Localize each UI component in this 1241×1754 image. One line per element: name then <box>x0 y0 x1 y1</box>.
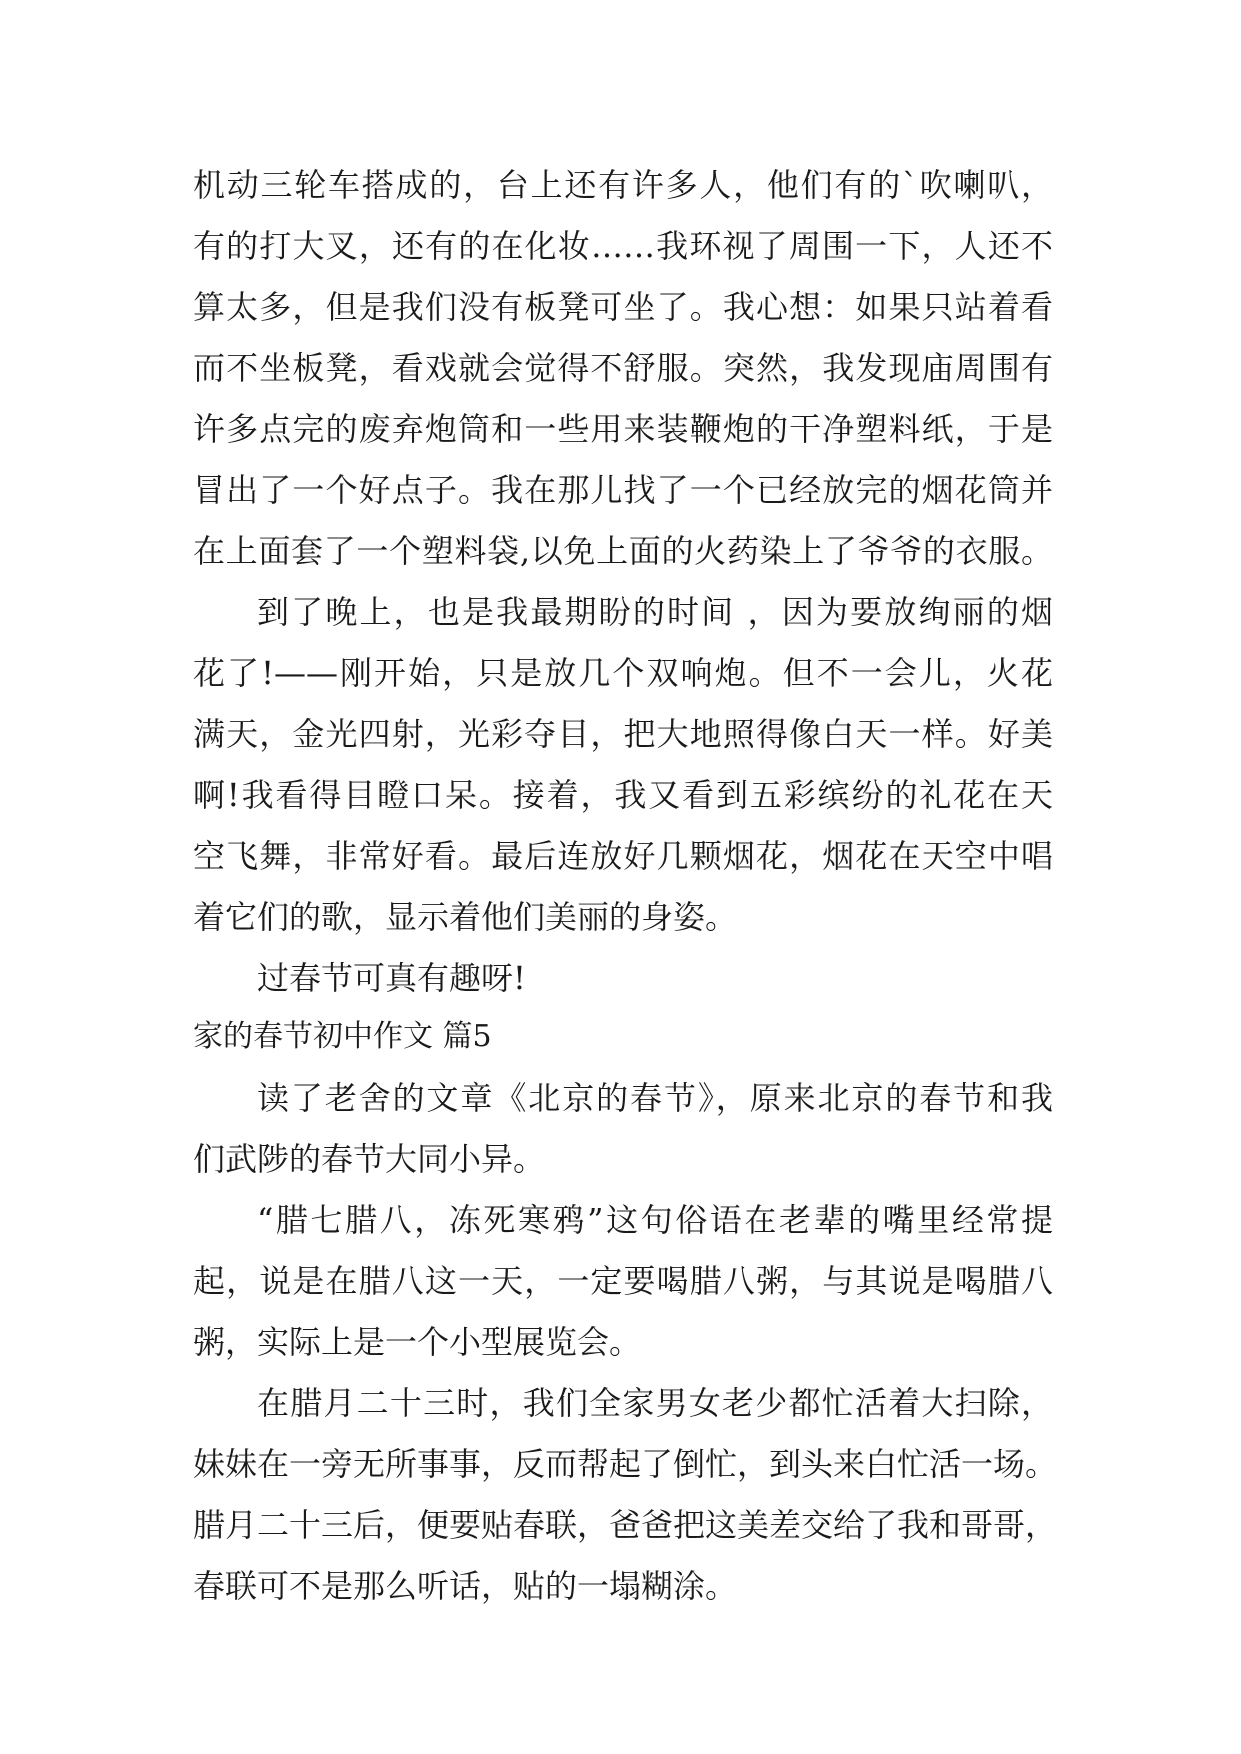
paragraph-line: 腊月二十三后，便要贴春联，爸爸把这美差交给了我和哥哥， <box>193 1506 1058 1544</box>
paragraph-line: 妹妹在一旁无所事事，反而帮起了倒忙，到头来白忙活一场。 <box>193 1445 1058 1483</box>
paragraph-line: 们武陟的春节大同小异。 <box>193 1140 546 1178</box>
paragraph-line: 算太多，但是我们没有板凳可坐了。我心想：如果只站着看 <box>193 288 1053 326</box>
paragraph-line: 起，说是在腊八这一天，一定要喝腊八粥，与其说是喝腊八 <box>193 1262 1053 1300</box>
paragraph-line: 空飞舞，非常好看。最后连放好几颗烟花，烟花在天空中唱 <box>193 837 1053 875</box>
paragraph-line: 在腊月二十三时，我们全家男女老少都忙活着大扫除， <box>257 1384 1053 1422</box>
paragraph-line: 粥，实际上是一个小型展览会。 <box>193 1323 642 1361</box>
paragraph-line: 春联可不是那么听话，贴的一塌糊涂。 <box>193 1567 738 1605</box>
paragraph-line: 啊!我看得目瞪口呆。接着，我又看到五彩缤纷的礼花在天 <box>193 776 1053 814</box>
paragraph-line: 着它们的歌，显示着他们美丽的身姿。 <box>193 898 738 936</box>
paragraph-line: 过春节可真有趣呀! <box>257 959 526 997</box>
paragraph-line: “腊七腊八，冻死寒鸦”这句俗语在老辈的嘴里经常提 <box>257 1201 1053 1239</box>
paragraph-line: 花了!——刚开始，只是放几个双响炮。但不一会儿，火花 <box>193 654 1053 692</box>
paragraph-line: 读了老舍的文章《北京的春节》，原来北京的春节和我 <box>257 1079 1053 1117</box>
paragraph-line: 在上面套了一个塑料袋,以免上面的火药染上了爷爷的衣服。 <box>193 532 1053 570</box>
paragraph-line: 满天，金光四射，光彩夺目，把大地照得像白天一样。好美 <box>193 715 1053 753</box>
paragraph-line: 冒出了一个好点子。我在那儿找了一个已经放完的烟花筒并 <box>193 471 1053 509</box>
paragraph-line: 到了晚上，也是我最期盼的时间 ，因为要放绚丽的烟 <box>257 593 1053 631</box>
paragraph-line: 许多点完的废弃炮筒和一些用来装鞭炮的干净塑料纸，于是 <box>193 410 1053 448</box>
paragraph-line: 有的打大叉，还有的在化妆……我环视了周围一下，人还不 <box>193 227 1053 265</box>
paragraph-line: 而不坐板凳，看戏就会觉得不舒服。突然，我发现庙周围有 <box>193 349 1053 387</box>
section-title: 家的春节初中作文 篇5 <box>193 1019 492 1054</box>
paragraph-line: 机动三轮车搭成的，台上还有许多人，他们有的`吹喇叭， <box>193 166 1053 204</box>
